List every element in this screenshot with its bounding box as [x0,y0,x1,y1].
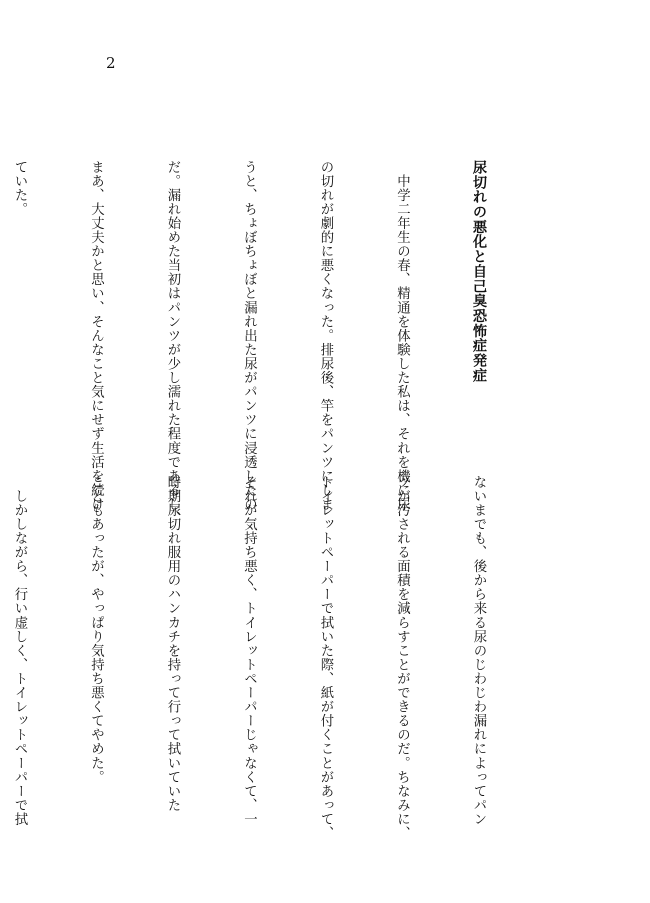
body-line: まあ、大丈夫かと思い、そんなこと気にせず生活を続け [88,160,104,512]
body-line: ていた。 [12,160,27,217]
body-line: うと、ちょぼちょぼと漏れ出た尿がパンツに浸透したの [241,160,257,512]
body-line: だ。漏れ始めた当初はパンツが少し濡れた程度であるし、 [165,160,180,526]
page-number: 2 [106,54,116,72]
body-line: しかしながら、行い虚しく、トイレットペーパーで拭 [12,475,27,827]
body-line: の切れが劇的に悪くなった。排尿後、竿をパンツにしま [318,160,333,512]
body-line: 時期尿切れ服用のハンカチを持って行って拭いていた [165,475,180,813]
body-line: 中学二年生の春、精通を体験した私は、それを機に尿 [394,160,410,512]
body-line: トイレットペーパーで拭いた際、紙が付くことがあって、 [318,475,333,841]
body-line: ないまでも、後から来る尿のじわじわ漏れによってパン [471,475,486,827]
body-line: それが気持ち悪く、トイレットペーパーじゃなくて、一 [241,475,257,827]
lower-text-block [0,475,542,841]
body-line: こともあったが、やっぱり気持ち悪くてやめた。 [88,475,104,785]
upper-text-block [0,160,542,526]
section-heading: 尿切れの悪化と自己臭恐怖症発症 [471,160,487,383]
body-line: ツが汚される面積を減らすことができるのだ。ちなみに、 [394,475,410,841]
